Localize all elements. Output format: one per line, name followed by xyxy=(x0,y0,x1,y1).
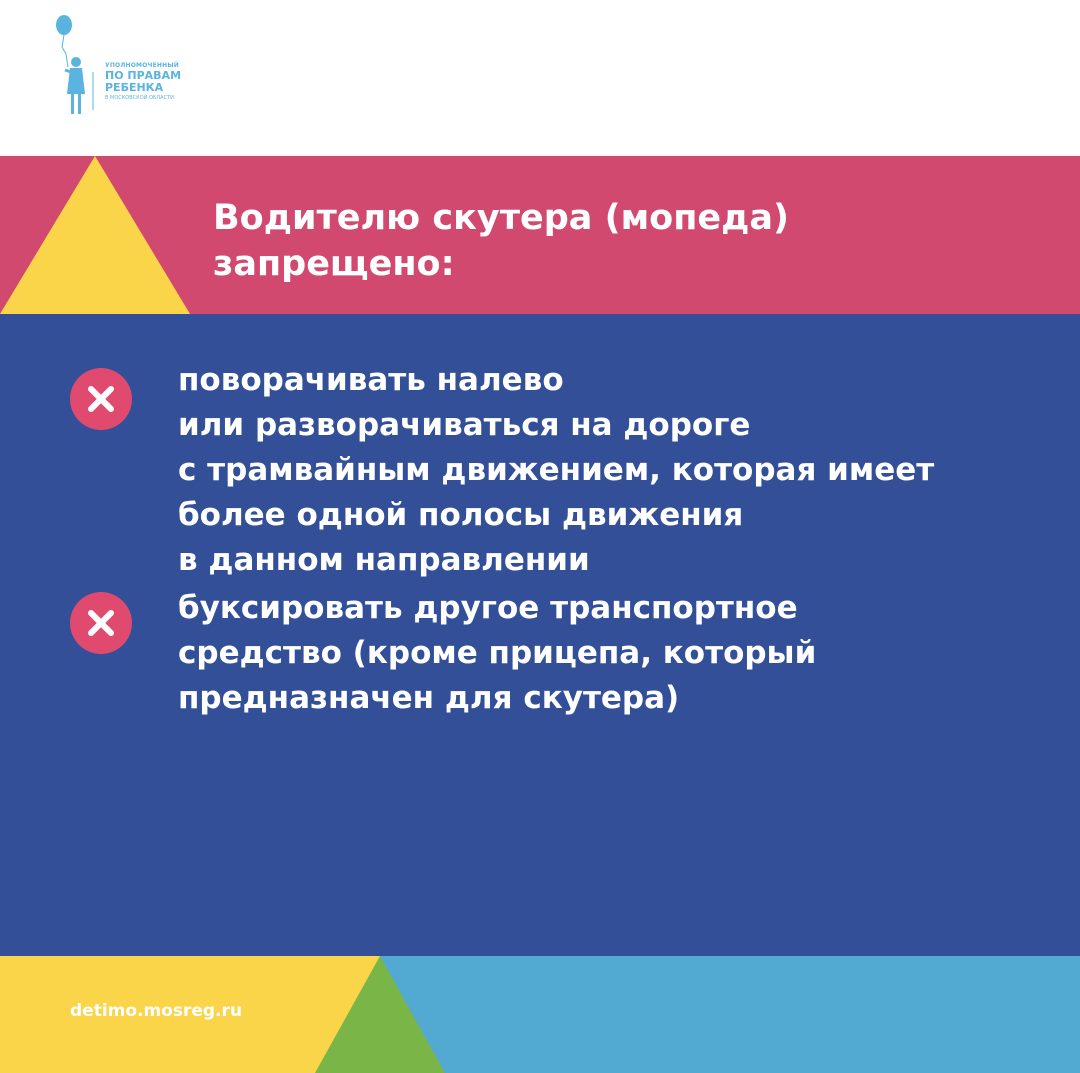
cross-icon xyxy=(70,368,132,430)
cross-icon xyxy=(70,592,132,654)
rule-text: поворачивать налево или разворачиваться на дороге с трамвайным движением, которая имеет более одной полосы движения в данном направлении xyxy=(178,362,935,578)
logo-line-2: ПО ПРАВАМ xyxy=(105,69,182,82)
yellow-triangle-decoration xyxy=(0,156,200,314)
girl-with-balloon-icon xyxy=(50,12,110,122)
logo-line-1: УПОЛНОМОЧЕННЫЙ xyxy=(105,62,179,69)
page-title: Водителю скутера (мопеда) запрещено: xyxy=(213,198,790,284)
footer-url[interactable]: detimo.mosreg.ru xyxy=(70,1001,243,1021)
logo xyxy=(50,12,220,122)
logo-text xyxy=(105,62,181,102)
logo-line-3: РЕБЕНКА xyxy=(105,81,164,94)
rule-text: буксировать другое транспортное средство (кроме прицепа, который предназначен для скутера) xyxy=(178,590,817,716)
logo-line-4: В МОСКОВСКОЙ ОБЛАСТИ xyxy=(105,95,174,101)
header xyxy=(0,0,1080,156)
rules-panel xyxy=(0,314,1080,956)
